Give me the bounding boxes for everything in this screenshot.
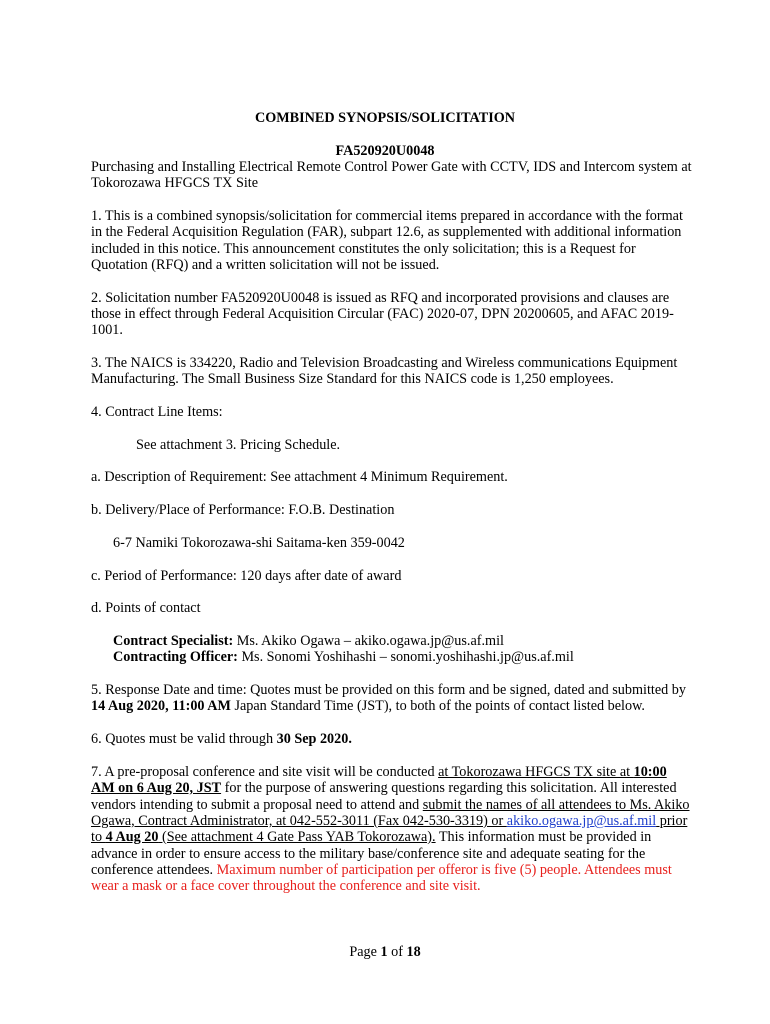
quote-valid-date: 30 Sep 2020. — [276, 731, 352, 747]
para7-line — [91, 764, 667, 780]
contracting-officer-value: Ms. Sonomi Yoshihashi – sonomi.yoshihashi.jp@us.af.mil — [237, 649, 574, 665]
email-link[interactable]: akiko.ogawa.jp@us.af.mil — [506, 813, 657, 829]
footer-of-word: of — [387, 944, 407, 960]
item-c: c. Period of Performance: 120 days after date of award — [91, 568, 402, 584]
para1-line: 1. This is a combined synopsis/solicitation for commercial items prepared in accordance with the format — [91, 208, 683, 224]
contract-specialist-label: Contract Specialist: — [113, 633, 234, 649]
contract-specialist-line — [113, 633, 504, 649]
conference-time: 10:00 — [633, 764, 667, 780]
solicitation-number: FA520920U0048 — [335, 143, 435, 159]
para2-line: those in effect through Federal Acquisition Circular (FAC) 2020-07, DPN 20200605, and AFAC 2019- — [91, 306, 674, 322]
item-a: a. Description of Requirement: See attachment 4 Minimum Requirement. — [91, 469, 508, 485]
response-deadline: 14 Aug 2020, 11:00 AM — [91, 698, 231, 714]
mask-requirement: wear a mask or a face cover throughout the conference and site visit. — [91, 878, 481, 894]
subject-line: Tokorozawa HFGCS TX Site — [91, 175, 259, 191]
para6-line — [91, 731, 352, 747]
conference-date: AM on 6 Aug 20, JST — [91, 780, 222, 796]
item-d: d. Points of contact — [91, 600, 201, 616]
current-page: 1 — [380, 944, 388, 960]
para4-detail: See attachment 3. Pricing Schedule. — [136, 437, 341, 453]
para4-heading: 4. Contract Line Items: — [91, 404, 223, 420]
para1-line: in the Federal Acquisition Regulation (FAR), subpart 12.6, as supplemented with additional information — [91, 224, 682, 240]
para2-line: 2. Solicitation number FA520920U0048 is issued as RFQ and incorporated provisions and clauses are — [91, 290, 670, 306]
para3-line: Manufacturing. The Small Business Size Standard for this NAICS code is 1,250 employees. — [91, 371, 614, 387]
para5-line — [91, 698, 645, 714]
para7-underlined: (See attachment 4 Gate Pass YAB Tokorozawa). — [158, 829, 436, 845]
item-b-address: 6-7 Namiki Tokorozawa-shi Saitama-ken 359-0042 — [113, 535, 405, 551]
para7-line — [91, 813, 687, 829]
para7-text: conference attendees. — [91, 862, 217, 878]
attendee-deadline: 4 Aug 20 — [105, 829, 159, 845]
para7-underlined: at Tokorozawa HFGCS TX site at — [438, 764, 634, 780]
para5-line: 5. Response Date and time: Quotes must be provided on this form and be signed, dated and submitted by — [91, 682, 686, 698]
item-b: b. Delivery/Place of Performance: F.O.B. Destination — [91, 502, 395, 518]
para7-underlined: Ogawa, Contract Administrator, at 042-552-3011 (Fax 042-530-3319) or — [91, 813, 507, 829]
para7-line — [91, 797, 690, 813]
footer-page-word: Page — [349, 944, 381, 960]
para2-line: 1001. — [91, 322, 123, 338]
subject-line: Purchasing and Installing Electrical Remote Control Power Gate with CCTV, IDS and Intercom system at — [91, 159, 692, 175]
page-footer — [0, 944, 770, 960]
contracting-officer-label: Contracting Officer: — [113, 649, 238, 665]
total-pages: 18 — [406, 944, 421, 960]
para1-line: Quotation (RFQ) and a written solicitation will not be issued. — [91, 257, 440, 273]
para7-underlined: prior — [656, 813, 688, 829]
para7-line: advance in order to ensure access to the military base/conference site and adequate seating for the — [91, 846, 646, 862]
attendance-warning: Maximum number of participation per offeror is five (5) people. Attendees must — [216, 862, 672, 878]
para7-underlined: to — [91, 829, 106, 845]
para1-line: included in this notice. This announcement constitutes the only solicitation; this is a Request for — [91, 241, 636, 257]
para7-text: 7. A pre-proposal conference and site visit will be conducted — [91, 764, 439, 780]
para7-text: vendors intending to submit a proposal need to attend and — [91, 797, 423, 813]
contracting-officer-line — [113, 649, 574, 665]
para7-text: for the purpose of answering questions regarding this solicitation. All interested — [221, 780, 677, 796]
para7-line — [91, 780, 677, 796]
document-title: COMBINED SYNOPSIS/SOLICITATION — [254, 110, 516, 126]
para7-text: This information must be provided in — [435, 829, 652, 845]
para3-line: 3. The NAICS is 334220, Radio and Television Broadcasting and Wireless communications Equipment — [91, 355, 678, 371]
para7-line — [91, 829, 651, 845]
para6-text: 6. Quotes must be valid through — [91, 731, 277, 747]
contract-specialist-value: Ms. Akiko Ogawa – akiko.ogawa.jp@us.af.mil — [233, 633, 504, 649]
para7-line — [91, 862, 672, 878]
para7-underlined: submit the names of all attendees to Ms. Akiko — [422, 797, 690, 813]
para5-rest: Japan Standard Time (JST), to both of the points of contact listed below. — [230, 698, 645, 714]
